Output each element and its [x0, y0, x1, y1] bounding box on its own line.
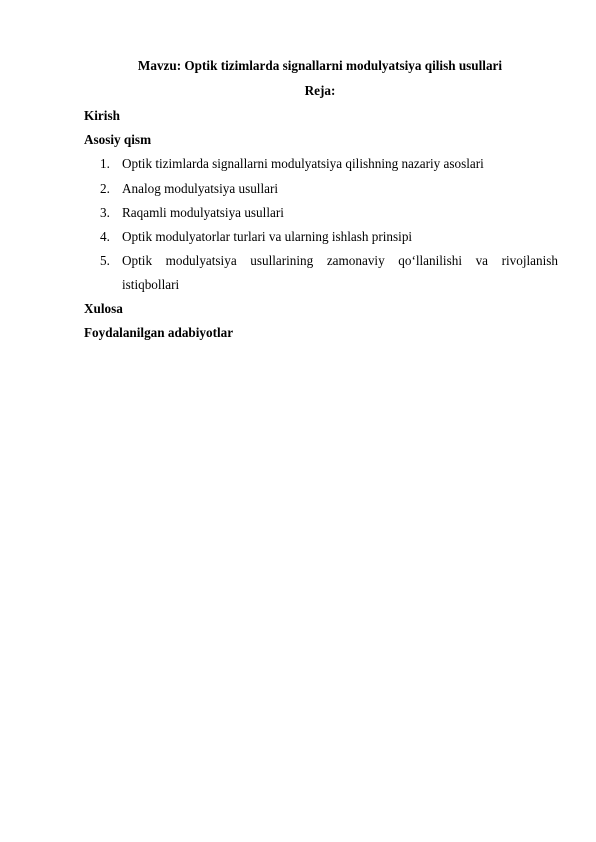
list-text: Analog modulyatsiya usullari [122, 181, 279, 196]
list-text: Optik tizimlarda signallarni modulyatsiya qilishning nazariy asoslari [122, 156, 484, 171]
main-heading: Asosiy qism [84, 132, 152, 147]
list-number: 1. [100, 156, 110, 171]
list-item-5-continuation: istiqbollari [122, 277, 180, 292]
conclusion-heading: Xulosa [84, 301, 123, 316]
list-text: Optik modulyatorlar turlari va ularning ishlash prinsipi [122, 229, 413, 244]
intro-heading: Kirish [84, 108, 120, 123]
list-item-5 [100, 253, 558, 269]
list-number: 2. [100, 181, 110, 196]
list-number: 3. [100, 205, 110, 220]
list-item-2 [100, 181, 558, 197]
references-heading: Foydalanilgan adabiyotlar [84, 325, 234, 340]
list-text: Raqamli modulyatsiya usullari [122, 205, 284, 220]
list-number: 4. [100, 229, 110, 244]
list-item-4 [100, 229, 558, 245]
topic-title: Mavzu: Optik tizimlarda signallarni modulyatsiya qilish usullari [137, 58, 503, 73]
list-text: Optik modulyatsiya usullarining zamonaviy qo‘llanilishi va rivojlanish [122, 253, 558, 268]
list-item-3 [100, 205, 558, 221]
list-number: 5. [100, 253, 110, 268]
plan-title: Reja: [304, 83, 336, 98]
list-item-1 [100, 156, 558, 172]
